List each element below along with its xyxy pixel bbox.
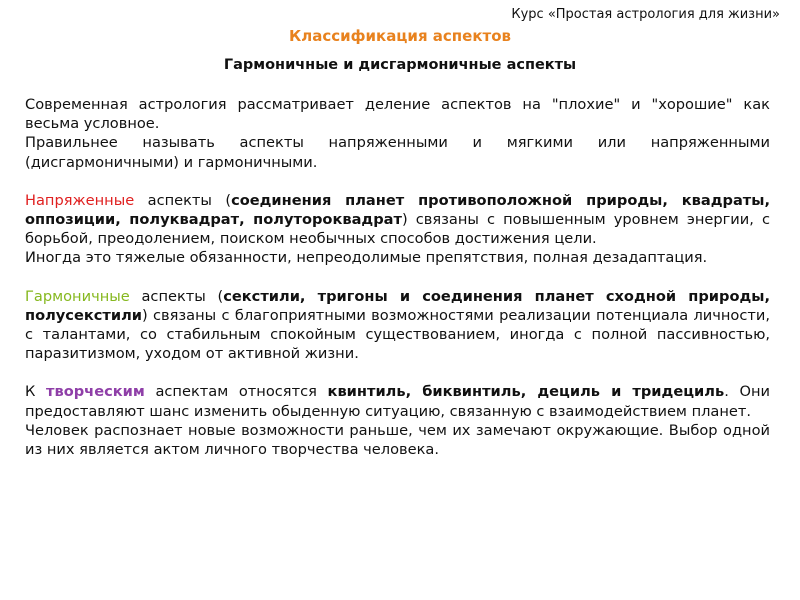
creative-paragraph-2: Человек распознает новые возможности раньше, чем их замечают окружающие. Выбор одной из них является актом личного творчества человека.	[25, 421, 770, 459]
slide-body	[25, 95, 770, 459]
intro-paragraph: Правильнее называть аспекты напряженными и мягкими или напряженными (дисгармоничными) и гармоничными.	[25, 134, 770, 171]
section-title: Классификация аспектов	[288, 27, 512, 45]
paragraph-gap	[25, 172, 770, 191]
course-title: Курс «Простая астрология для жизни»	[511, 7, 780, 22]
intro-paragraph: Современная астрология рассматривает деление аспектов на "плохие" и "хорошие" как весьма условное.	[25, 96, 770, 133]
tense-aspects-list: соединения планет противоположной природы, квадраты, оппозиции, полуквадрат, полутороквадрат	[25, 191, 770, 229]
harmonic-aspects-list: секстили, тригоны и соединения планет сходной природы, полусекстили	[25, 287, 771, 324]
creative-aspects-list: квинтиль, биквинтиль, дециль и тридециль	[327, 383, 725, 401]
creative-text: аспектам относятся	[144, 383, 328, 401]
harmonic-term: Гармоничные	[25, 287, 130, 305]
tense-text: ) связаны с повышенным уровнем энергии, с борьбой, преодолением, поиском необычных способов достижения цели.	[25, 211, 770, 248]
paragraph-gap	[25, 363, 770, 382]
creative-text: . Они предоставляют шанс изменить обыденную ситуацию, связанную с взаимодействием планет.	[25, 383, 770, 420]
harmonic-text: аспекты (	[129, 287, 224, 305]
harmonic-text: ) связаны с благоприятными возможностями реализации потенциала личности, с талантами, со стабильным спокойным существованием, иногда с полной пассивностью, паразитизмом, уходом от активной жизни.	[25, 306, 770, 363]
paragraph-gap	[25, 268, 770, 287]
creative-term: творческим	[46, 383, 145, 401]
tense-paragraph-2: Иногда это тяжелые обязанности, непреодолимые препятствия, полная дезадаптация.	[25, 249, 708, 267]
harmonic-paragraph	[25, 287, 770, 364]
creative-paragraph	[25, 382, 770, 420]
tense-term: Напряженные	[25, 191, 135, 209]
tense-text: аспекты (	[134, 191, 232, 209]
tense-paragraph	[25, 191, 770, 249]
creative-text: К	[25, 383, 47, 401]
slide-subtitle: Гармоничные и дисгармоничные аспекты	[223, 57, 577, 73]
